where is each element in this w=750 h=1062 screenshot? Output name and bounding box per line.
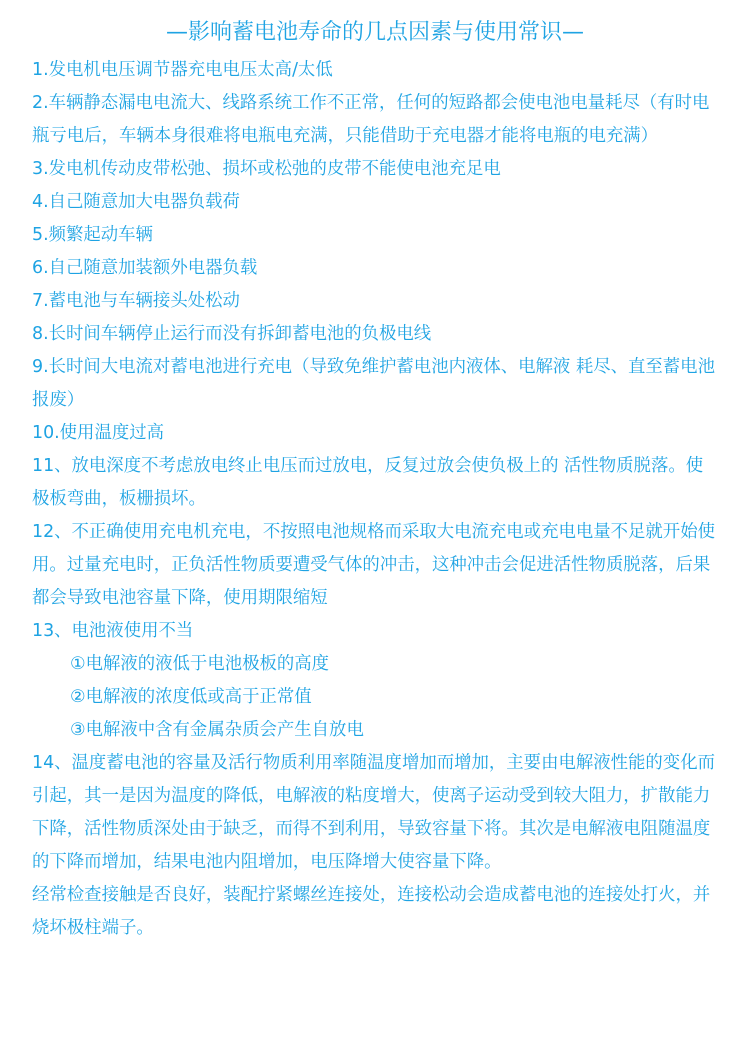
list-item-7: 7.蓄电池与车辆接头处松动: [32, 291, 240, 311]
sub-item-13-2: ②电解液的浓度低或高于正常值: [70, 687, 312, 707]
list-item-12: 12、不正确使用充电机充电，不按照电池规格而采取大电流充电或充电电量不足就开始使用。过量充电时，正负活性物质要遭受气体的冲击，这种冲击会促进活性物质脱落，后果都会导致电池容量下降，使用期限缩短: [32, 522, 715, 608]
sub-item-13-3: ③电解液中含有金属杂质会产生自放电: [70, 720, 364, 740]
factor-list: [32, 54, 718, 945]
list-item-14: 14、温度蓄电池的容量及活行物质利用率随温度增加而增加，主要由电解液性能的变化而引起，其一是因为温度的降低，电解液的粘度增大，使离子运动受到较大阻力，扩散能力下降，活性物质深处由于缺乏，而得不到利用，导致容量下将。其次是电解液电阻随温度的下降而增加，结果电池内阻增加，电压降增大使容量下降。: [32, 753, 715, 872]
closing-paragraph: 经常检查接触是否良好，装配拧紧螺丝连接处，连接松动会造成蓄电池的连接处打火，并烧坏极柱端子。: [32, 885, 711, 938]
list-item-8: 8.长时间车辆停止运行而没有拆卸蓄电池的负极电线: [32, 324, 432, 344]
list-item-1: 1.发电机电压调节器充电电压太高/太低: [32, 60, 333, 80]
list-item-2: 2.车辆静态漏电电流大、线路系统工作不正常，任何的短路都会使电池电量耗尽（有时电瓶亏电后，车辆本身很难将电瓶电充满，只能借助于充电器才能将电瓶的电充满）: [32, 93, 710, 146]
list-item-3: 3.发电机传动皮带松弛、损坏或松弛的皮带不能使电池充足电: [32, 159, 501, 179]
list-item-11: 11、放电深度不考虑放电终止电压而过放电，反复过放会使负极上的 活性物质脱落。使极板弯曲，板栅损坏。: [32, 456, 704, 509]
list-item-4: 4.自己随意加大电器负载荷: [32, 192, 240, 212]
sub-item-13-1: ①电解液的液低于电池极板的高度: [70, 654, 330, 674]
list-item-6: 6.自己随意加装额外电器负载: [32, 258, 258, 278]
list-item-9: 9.长时间大电流对蓄电池进行充电（导致免维护蓄电池内液体、电解液 耗尽、直至蓄电池报废）: [32, 357, 715, 410]
list-item-10: 10.使用温度过高: [32, 423, 165, 443]
list-item-5: 5.频繁起动车辆: [32, 225, 153, 245]
page-title: —影响蓄电池寿命的几点因素与使用常识—: [165, 20, 584, 45]
list-item-13: 13、电池液使用不当: [32, 621, 194, 641]
